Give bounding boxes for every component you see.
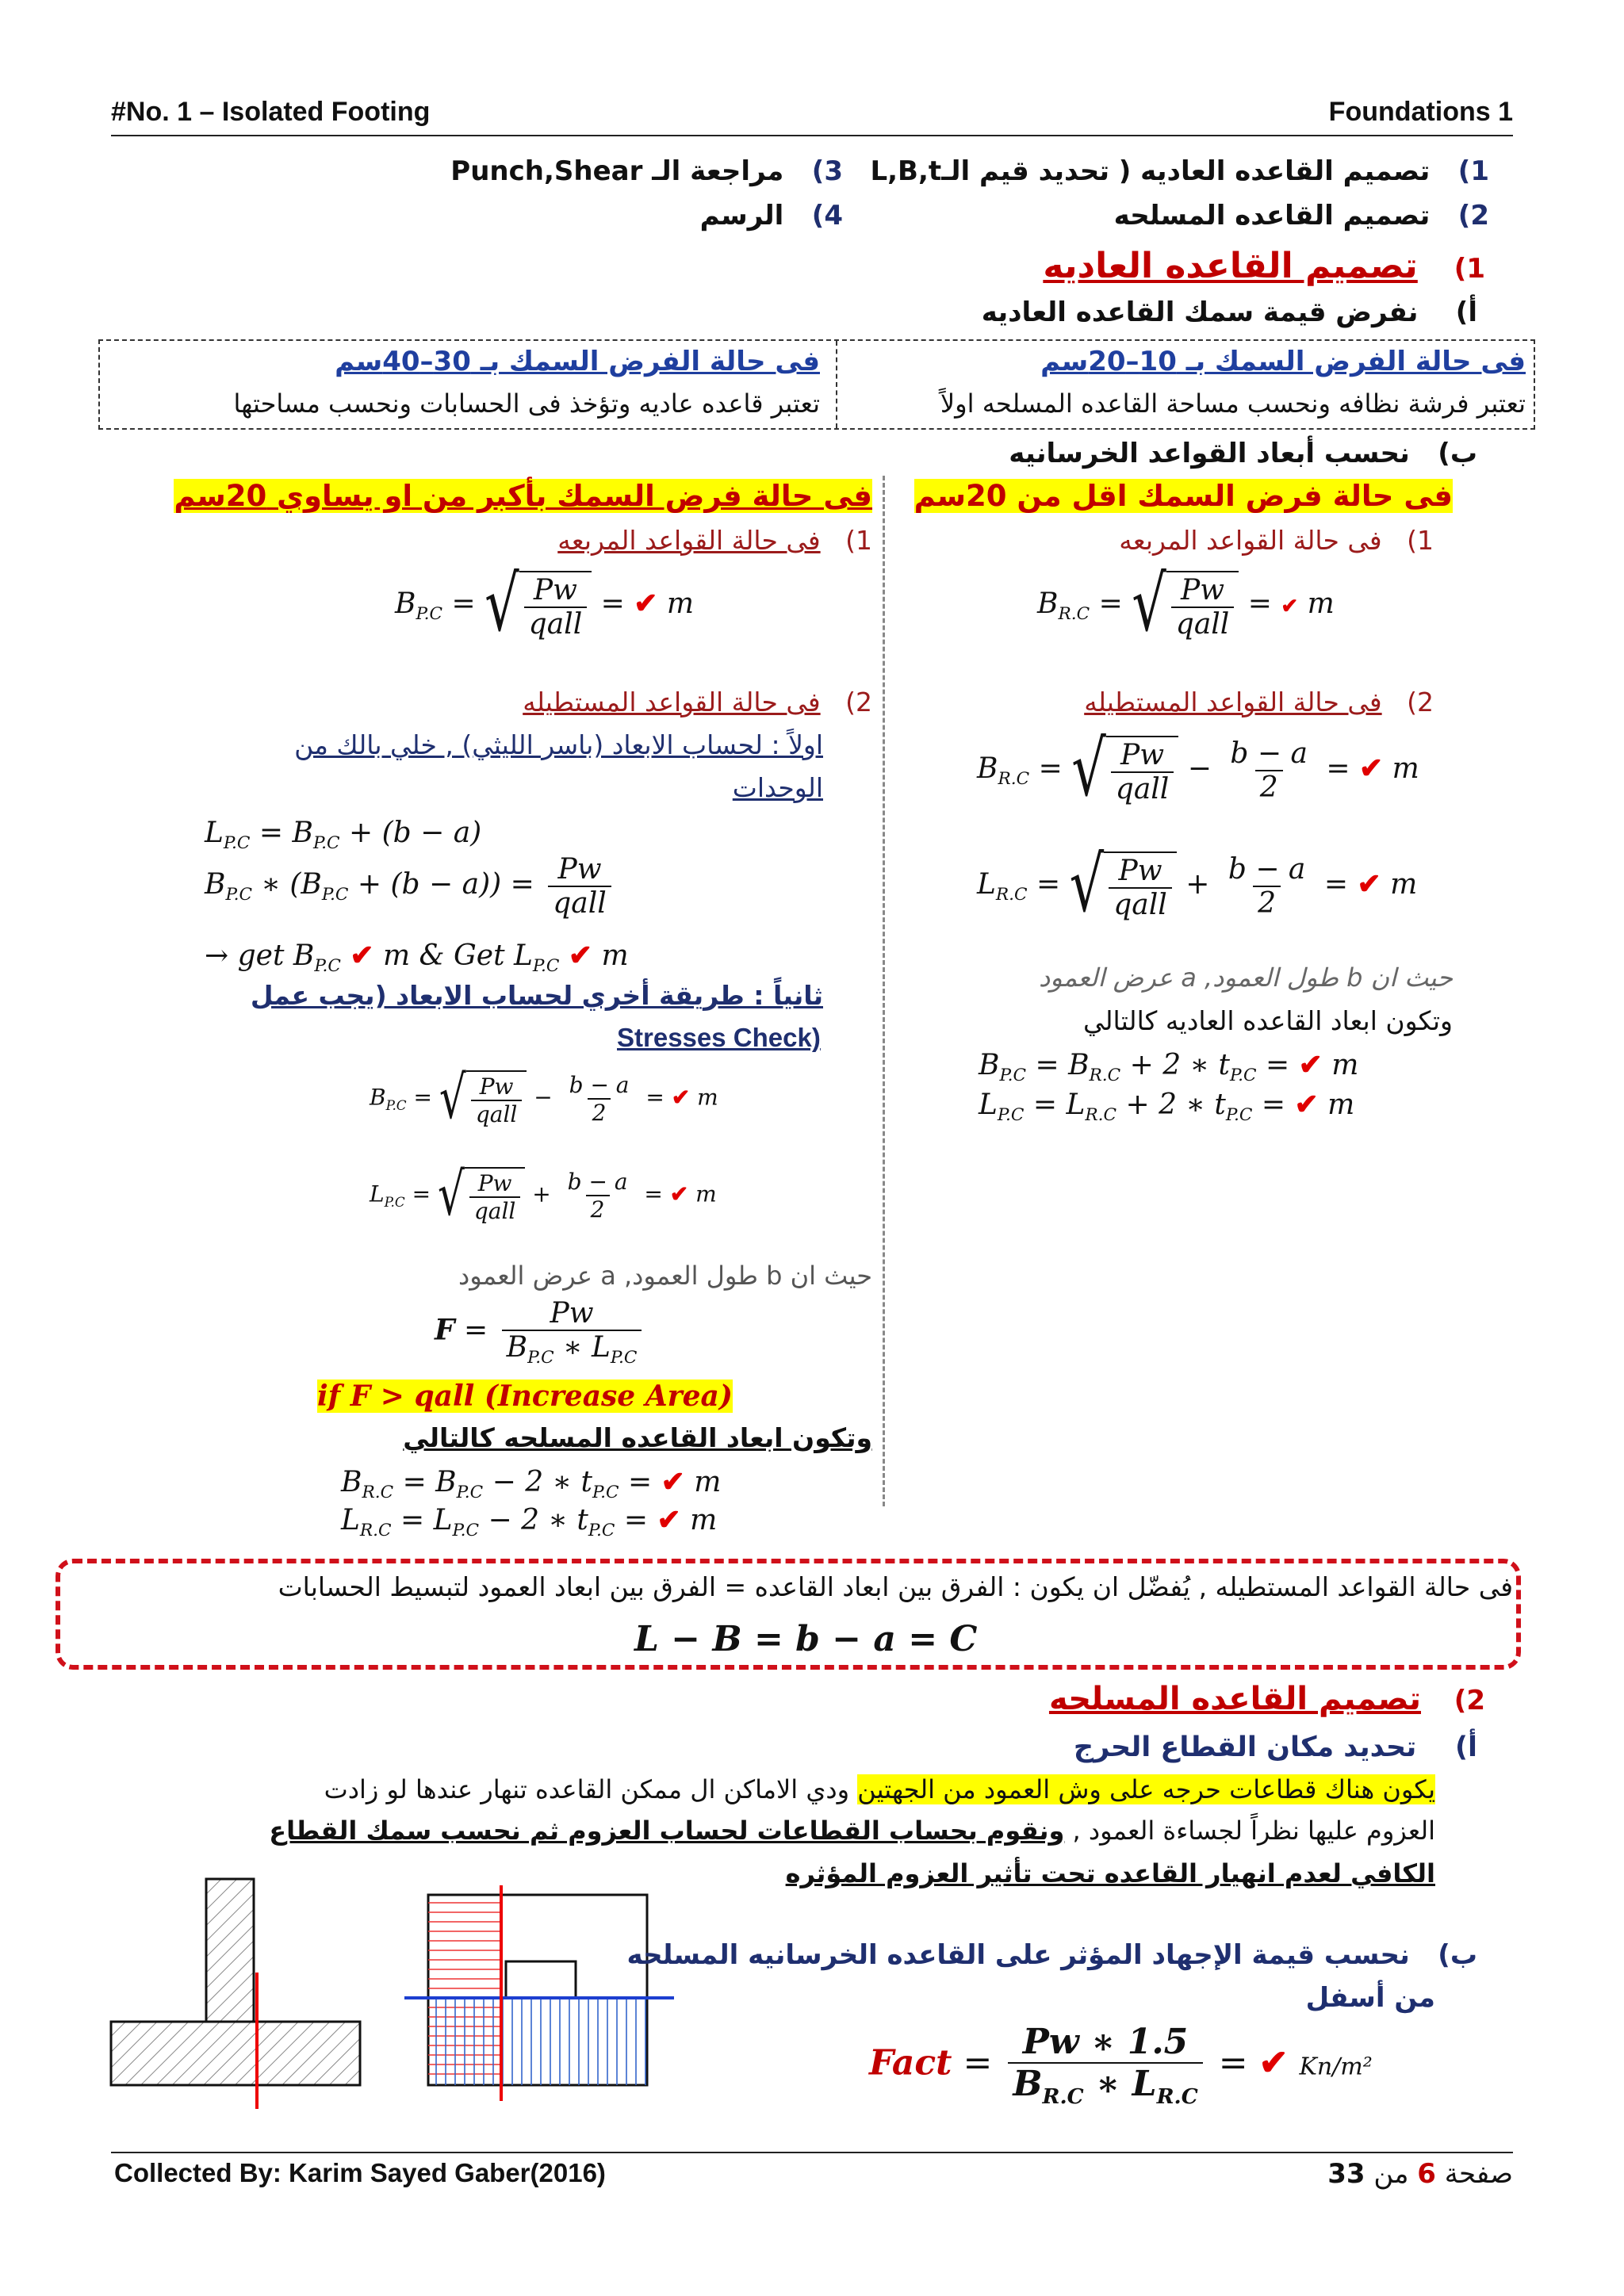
left-dims-note: وتكون ابعاد القاعده المسلحه كالتالي [403, 1422, 872, 1453]
tip-text: فى حالة القواعد المستطيله , يُفضّل ان يكون : الفرق بين ابعاد القاعده = الفرق بين ابعاد العمود لتبسيط الحسابات [278, 1571, 1513, 1602]
toc-item-4: 4) الرسم [699, 200, 843, 232]
right-col-title: فى حالة فرض السمك اقل من 20سم [914, 479, 1453, 513]
formula-brc-from-bpc: $B_{R.C} = B_{P.C} - 2$ ∗ $t_{P.C}$ = ✔ m [341, 1465, 722, 1503]
formula-bpc-rect: $B_{P.C}$ = √ $\frac{Pw}{\text{qall}}$ − $\frac{b - a}{2}$ = ✔ m [370, 1063, 718, 1133]
case-30-40-title: فى حالة الفرض السمك بـ 30–40سم [335, 346, 820, 377]
footer-credit: Collected By: Karim Sayed Gaber(2016) [114, 2158, 606, 2187]
formula-stress: F = $\frac{Pw}{B_{P.C} ∗ L_{P.C}}$ [435, 1297, 646, 1368]
toc-item-1: 1) تصميم القاعده العاديه ( تحديد قيم الـL,B,t [870, 155, 1489, 187]
case-30-40-text: تعتبر قاعده عاديه وتؤخذ فى الحسابات ونحسب مساحتها [233, 388, 820, 419]
footing-elevation-diagram [111, 1879, 360, 2109]
critical-section-line1: يكون هناك قطاعات حرجه على وش العمود من الجهتين ودي الاماكن ال ممكن القاعده تنهار عندها لو زادت [324, 1774, 1435, 1804]
formula-bpc-square: $B_{P.C}$ = √ $\frac{Pw}{\text{qall}}$ = ✔ m [395, 561, 695, 649]
left-square-heading: 1) فى حالة القواعد المربعه [557, 525, 872, 556]
right-dims-note: وتكون ابعاد القاعده العاديه كالتالي [1082, 1005, 1453, 1036]
method-2-line2: Stresses Check) [617, 1023, 821, 1052]
critical-section-line2: العزوم عليها نظراً لجساءة العمود , ونقوم بحساب القطاعات لحساب العزوم ثم نحسب سمك القطاع [269, 1816, 1435, 1846]
footing-plan-diagram [404, 1885, 674, 2101]
case-10-20-title: فى حالة الفرض السمك بـ 10–20سم [1040, 346, 1526, 377]
left-where-note: حيث ان b طول العمود, a عرض العمود [458, 1261, 872, 1291]
step-b1: ب) نحسب أبعاد القواعد الخرسانيه [1009, 438, 1477, 469]
formula-area-eq: $B_{P.C}$ ∗ $(B_{P.C} + (b - a))$ = $\frac{Pw}{\text{qall}}$ [205, 853, 616, 920]
doc-title: #No. 1 – Isolated Footing [111, 97, 431, 127]
formula-lrc-rect: $L_{R.C}$ = √ $\frac{Pw}{\text{qall}}$ + $\frac{b - a}{2}$ = ✔ m [977, 841, 1418, 930]
method-1-line2: الوحدات [732, 772, 823, 803]
step-b2-line2: من أسفل [1305, 1982, 1435, 2014]
right-where-note: حيث ان b طول العمود, a عرض العمود [1039, 962, 1453, 993]
section-1-heading: 1) تصميم القاعده العاديه [1043, 246, 1485, 286]
formula-lrc-from-lpc: $L_{R.C} = L_{P.C} - 2$ ∗ $t_{P.C}$ = ✔ m [341, 1503, 718, 1541]
formula-get: → get $B_{P.C}$ ✔ m & Get $L_{P.C}$ ✔ m [205, 939, 629, 977]
column-separator [883, 476, 885, 1506]
page-number: صفحة 6 من 33 [1327, 2158, 1513, 2190]
left-rect-heading: 2) فى حالة القواعد المستطيله [523, 687, 872, 718]
header-rule [111, 135, 1513, 136]
formula-brc-square: $B_{R.C}$ = √ $\frac{Pw}{\text{qall}}$ = ✔ m [1037, 561, 1335, 649]
right-square-heading: 1) فى حالة القواعد المربعه [1119, 525, 1434, 556]
toc-item-3: 3) مراجعة الـ Punch,Shear [450, 155, 843, 187]
method-2-line1: ثانياً : طريقة أخري لحساب الابعاد (يجب عمل [250, 980, 823, 1011]
formula-brc-rect: $B_{R.C}$ = √ $\frac{Pw}{\text{qall}}$ − $\frac{b - a}{2}$ = ✔ m [977, 725, 1419, 814]
formula-lpc-relation: $L_{P.C} = B_{P.C} + (b - a)$ [205, 817, 482, 854]
footer-rule [111, 2152, 1513, 2153]
right-rect-heading: 2) فى حالة القواعد المستطيله [1084, 687, 1434, 718]
step-a1: أ) نفرض قيمة سمك القاعده العاديه [981, 297, 1477, 328]
method-1-line1: اولاً : لحساب الابعاد (باسر الليثي) , خلي بالك من [294, 729, 823, 760]
critical-section-line3: الكافي لعدم انهيار القاعده تحت تأثير العزوم المؤثره [785, 1858, 1435, 1888]
section-2-heading: 2) تصميم القاعده المسلحه [1048, 1681, 1485, 1717]
toc-item-2: 2) تصميم القاعده المسلحه [1113, 200, 1489, 232]
formula-bpc: $B_{P.C} = B_{R.C} + 2$ ∗ $t_{P.C}$ = ✔ m [979, 1048, 1359, 1086]
formula-lpc-rect: $L_{P.C}$ = √ $\frac{Pw}{\text{qall}}$ + $\frac{b - a}{2}$ = ✔ m [370, 1160, 717, 1230]
tip-equation: L − B = b − a = C [634, 1619, 978, 1659]
formula-fact: Fact = $\frac{Pw ∗ 1.5}{B_{R.C} ∗ L_{R.C}}$ = ✔ Kn/m² [869, 2022, 1373, 2109]
step-a2: أ) تحديد مكان القطاع الحرج [1073, 1732, 1477, 1763]
left-col-title: فى حالة فرض السمك بأكبر من او يساوي 20سم [174, 479, 872, 513]
case-10-20-text: تعتبر فرشة نظافه ونحسب مساحة القاعده المسلحه اولاً [940, 388, 1526, 419]
box-divider [836, 341, 837, 428]
formula-lpc: $L_{P.C} = L_{R.C} + 2$ ∗ $t_{P.C}$ = ✔ m [979, 1088, 1355, 1126]
critical-section-diagrams [103, 1871, 690, 2125]
step-b2: ب) نحسب قيمة الإجهاد المؤثر على القاعده الخرسانيه المسلحه [626, 1939, 1477, 1971]
course-title: Foundations 1 [1328, 97, 1513, 127]
increase-area-condition: if F > qall (Increase Area) [317, 1380, 733, 1413]
